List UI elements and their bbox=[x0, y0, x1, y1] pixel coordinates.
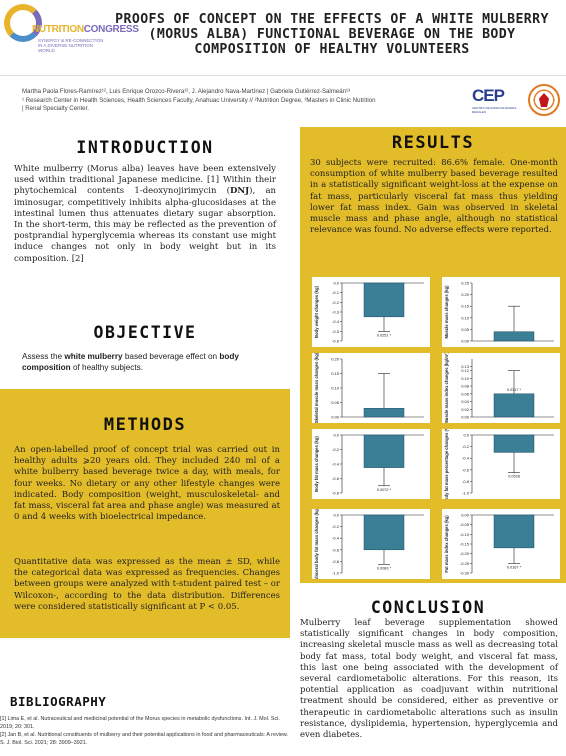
chart-tick-label: -0.6 bbox=[332, 476, 339, 481]
chart-tick-label: -0.2 bbox=[462, 444, 469, 450]
introduction-section bbox=[0, 130, 290, 302]
chart-tick-label: -0.20 bbox=[459, 551, 469, 557]
chart-tick-label: -0.8 bbox=[332, 490, 339, 496]
chart-tick-label: 0.04 bbox=[461, 399, 469, 405]
chart-tick-label: -0.15 bbox=[459, 541, 469, 547]
chart-bar bbox=[364, 435, 404, 468]
bar-chart-6 bbox=[442, 429, 560, 499]
chart-svg bbox=[312, 353, 430, 423]
methods-heading: METHODS bbox=[103, 415, 187, 435]
chart-tick-label: -1.0 bbox=[462, 490, 469, 496]
chart-tick-label: 0.12 bbox=[461, 368, 469, 374]
chart-bar bbox=[364, 283, 404, 317]
congress-logo-subtitle: SYNERGY & RE-CONNECTION IN A DIVERSE NUTRITION WORLD bbox=[38, 38, 104, 53]
chart-ylabel: Skeletal muscle mass changes (kg) bbox=[314, 353, 319, 423]
chart-tick-label: 0.02 bbox=[461, 406, 469, 412]
chart-svg bbox=[442, 429, 560, 499]
cep-logo-subtitle: CENTRO DE ESPECIALIDADES RENALES bbox=[472, 106, 517, 114]
chart-tick-label: 0.0 bbox=[333, 432, 339, 438]
anahuac-seal-emblem bbox=[539, 93, 549, 107]
chart-bar bbox=[494, 435, 534, 452]
authors-line: Martha Paola Flores-Ramírez¹², Luis Enrique Orozco-Rivera¹², J. Alejandro Nava-Martínez | Gabriela Gutiérrez-Salmeán¹³ bbox=[22, 88, 351, 95]
chart-tick-label: -0.4 bbox=[332, 461, 339, 467]
chart-bar bbox=[494, 394, 534, 417]
chart-ylabel: Body fat mass changes (kg) bbox=[314, 436, 319, 492]
chart-tick-label: -0.4 bbox=[332, 535, 339, 541]
conclusion-text: Mulberry leaf beverage supplementation showed statistically significant changes in body composition, increasing skeletal muscle mass as well as decreasing total body fat mass, total body weight, and visceral fat mass, this last one being associated with the development of several cardiometabolic alterations. For this reason, its potential application as coadjuvant within nutritional treatment should be considered, either as preventive or therapeutic in cardiometabolic alterations such as insulin resistance, dyslipidemia, hypertension, hyperglycemia and even diabetes. bbox=[300, 618, 558, 741]
bar-chart-1 bbox=[312, 277, 430, 347]
cep-logo-text: CEP bbox=[472, 86, 504, 105]
chart-ylabel: Visceral body fat mass changes (kg) bbox=[314, 509, 319, 579]
chart-ylabel: Muscle mass index changes (kg/m²) bbox=[444, 353, 449, 423]
methods-paragraph-1: An open-labelled proof of concept trial was carried out in healthy adults ⩾20 years old. They included 240 ml of a white bulberry based beverage twice a day, with meals, for four weeks. No dietary or any other lifestyle changes were indicated. Body composition (weight, musculoskeletal- and fat mass, visceral fat area and phase angle) was measured at 0 and 4 weeks with bioelectrical impedance. bbox=[14, 445, 280, 523]
chart-tick-label: -0.30 bbox=[459, 570, 469, 576]
results-heading: RESULTS bbox=[391, 133, 475, 153]
header-divider bbox=[0, 75, 566, 76]
chart-tick-label: -0.4 bbox=[462, 455, 469, 461]
chart-tick-label: -0.4 bbox=[332, 319, 339, 325]
chart-tick-label: -0.8 bbox=[332, 558, 339, 564]
reference-1: [1] Lima E, et al. Nutraceutical and medicinal potential of the Morus species in metabolic dysfunctions. Int. J. Mol. Sci. 2019; 20: 301. bbox=[0, 716, 280, 730]
chart-tick-label: -0.6 bbox=[332, 338, 339, 344]
bibliography-section bbox=[0, 690, 290, 756]
bar-chart-5 bbox=[312, 429, 430, 499]
chart-svg bbox=[312, 509, 430, 579]
chart-tick-label: -0.8 bbox=[462, 478, 469, 484]
chart-tick-label: 0.10 bbox=[461, 315, 469, 321]
chart-tick-label: 0.20 bbox=[461, 292, 469, 298]
cep-logo bbox=[472, 86, 522, 112]
chart-tick-label: 0.00 bbox=[331, 414, 339, 420]
poster-title: PROOFS OF CONCEPT ON THE EFFECTS OF A WHITE MULBERRY (MORUS ALBA) FUNCTIONAL BEVERAGE ON THE BODY COMPOSITION OF HEALTHY VOLUNTEERS bbox=[115, 12, 549, 57]
bar-chart-2 bbox=[442, 277, 560, 347]
chart-bar bbox=[364, 408, 404, 417]
congress-logo-text: NUTRITIONCONGRESS bbox=[32, 24, 139, 35]
conclusion-section bbox=[290, 596, 566, 756]
congress-logo bbox=[4, 4, 139, 60]
chart-svg bbox=[312, 277, 430, 347]
chart-annotation: 0.0167 * bbox=[506, 565, 522, 570]
chart-tick-label: -0.1 bbox=[332, 290, 339, 296]
chart-bar bbox=[364, 515, 404, 550]
chart-annotation: 0.0317 * bbox=[506, 387, 522, 392]
chart-tick-label: 0.15 bbox=[331, 371, 339, 376]
conclusion-heading: CONCLUSION bbox=[370, 598, 486, 617]
objective-text: Assess the white mulberry based beverage effect on body composition of healthy subjects. bbox=[22, 352, 239, 373]
chart-ylabel: Muscle mass changes (kg) bbox=[444, 285, 449, 339]
introduction-text: White mulberry (Morus alba) leaves have been extensively used within traditional Japanese medicine. [1] Within their phytochemical contents 1-deoxynojirimycin (DNJ), an iminosugar, competitively inhibits alpha-glucosidases at the intestinal lumen thus attenuates dietary sugar absorption. In the short-term, this may be reflected as the prevention of postprandial hyperglycemia whereas its constant use might induce changes not only in body weight but in its composition. [2] bbox=[14, 164, 276, 264]
results-charts bbox=[312, 277, 562, 582]
chart-tick-label: -0.10 bbox=[459, 531, 469, 537]
chart-tick-label: -0.5 bbox=[332, 328, 339, 334]
chart-annotation: 0.0083 * bbox=[376, 566, 392, 571]
chart-annotation: 0.0072 * bbox=[376, 487, 392, 492]
chart-tick-label: -0.6 bbox=[332, 547, 339, 553]
chart-svg bbox=[442, 277, 560, 347]
chart-tick-label: 0.00 bbox=[461, 414, 469, 420]
bar-chart-7 bbox=[312, 509, 430, 579]
congress-logo-arc-icon bbox=[4, 4, 42, 42]
affiliations-line-2: | Renal Specialty Center. bbox=[22, 105, 89, 113]
chart-tick-label: 0.0 bbox=[463, 432, 469, 438]
chart-ylabel: Body weight changes (kg) bbox=[314, 286, 319, 338]
chart-tick-label: 0.25 bbox=[461, 280, 469, 286]
methods-section bbox=[0, 389, 290, 638]
chart-tick-label: 0.10 bbox=[461, 375, 469, 381]
chart-tick-label: 0.00 bbox=[461, 512, 469, 518]
chart-svg bbox=[442, 509, 560, 579]
bibliography-heading: BIBLIOGRAPHY bbox=[10, 694, 107, 709]
chart-tick-label: 0.13 bbox=[461, 364, 469, 370]
chart-tick-label: 0.06 bbox=[461, 391, 469, 397]
chart-tick-label: 0.0 bbox=[333, 512, 339, 518]
chart-tick-label: 0.05 bbox=[461, 326, 469, 332]
chart-annotation: 0.0528 bbox=[508, 474, 520, 479]
affiliations-line: ¹ Research Center in Health Sciences, Health Sciences Faculty, Anahuac University // ²Nutrition Degree, ³Masters in Clinic Nutrition bbox=[22, 96, 376, 104]
chart-tick-label: -0.6 bbox=[462, 467, 469, 473]
chart-svg bbox=[442, 353, 560, 423]
chart-tick-label: 0.00 bbox=[461, 338, 469, 344]
chart-bar bbox=[494, 515, 534, 548]
chart-tick-label: -0.2 bbox=[332, 447, 339, 452]
chart-annotation: 0.0251 * bbox=[376, 333, 392, 338]
chart-tick-label: 0.15 bbox=[461, 303, 469, 309]
chart-tick-label: -0.2 bbox=[332, 299, 339, 305]
chart-tick-label: -0.05 bbox=[459, 522, 469, 528]
objective-section bbox=[0, 318, 290, 388]
chart-svg bbox=[312, 429, 430, 499]
bar-chart-3 bbox=[312, 353, 430, 423]
chart-tick-label: 0.0 bbox=[333, 280, 339, 286]
introduction-heading: INTRODUCTION bbox=[76, 138, 214, 157]
chart-tick-label: 0.10 bbox=[331, 385, 339, 391]
chart-tick-label: 0.05 bbox=[331, 400, 339, 405]
chart-tick-label: 0.08 bbox=[461, 383, 469, 389]
chart-tick-label: -1.0 bbox=[332, 570, 339, 576]
methods-paragraph-2: Quantitative data was expressed as the mean ± SD, while the categorical data was expressed as frequencies. Changes between groups were analyzed with t-student paired test – or Wilcoxon-, according to the data distribution. Differences were considered statistically significant at P < 0.05. bbox=[14, 557, 280, 612]
reference-2: [2] Jan B, et al. Nutritional constituents of mulberry and their potential applications in food and pharmaceuticals: A review. S. J. Biol. Sci. 2021; 28: 3909–3921. bbox=[0, 732, 288, 746]
chart-tick-label: -0.3 bbox=[332, 309, 339, 315]
results-text: 30 subjects were recruited: 86.6% female. One-month consumption of white mulberry based beverage resulted in a statistically significant weight-loss at the expense on fat mass, particularly visceral fat mass thus yielding lower fat mass index. Gain was observed in skeletal muscle mass and phase angle, although no statistical relevance was found. No adverse effects were reported. bbox=[310, 158, 558, 236]
chart-ylabel: Body fat mass percentage changes (%) bbox=[444, 429, 449, 499]
chart-tick-label: -0.25 bbox=[459, 560, 469, 566]
chart-ylabel: Fat mass index changes (kg) bbox=[444, 515, 449, 573]
chart-bar bbox=[494, 332, 534, 341]
objective-heading: OBJECTIVE bbox=[93, 323, 197, 342]
anahuac-university-seal-icon bbox=[528, 84, 560, 116]
chart-tick-label: -0.2 bbox=[332, 524, 339, 530]
authors-block bbox=[22, 88, 462, 114]
bar-chart-8 bbox=[442, 509, 560, 579]
poster-header bbox=[0, 0, 566, 80]
chart-tick-label: 0.20 bbox=[331, 356, 339, 362]
bar-chart-4 bbox=[442, 353, 560, 423]
